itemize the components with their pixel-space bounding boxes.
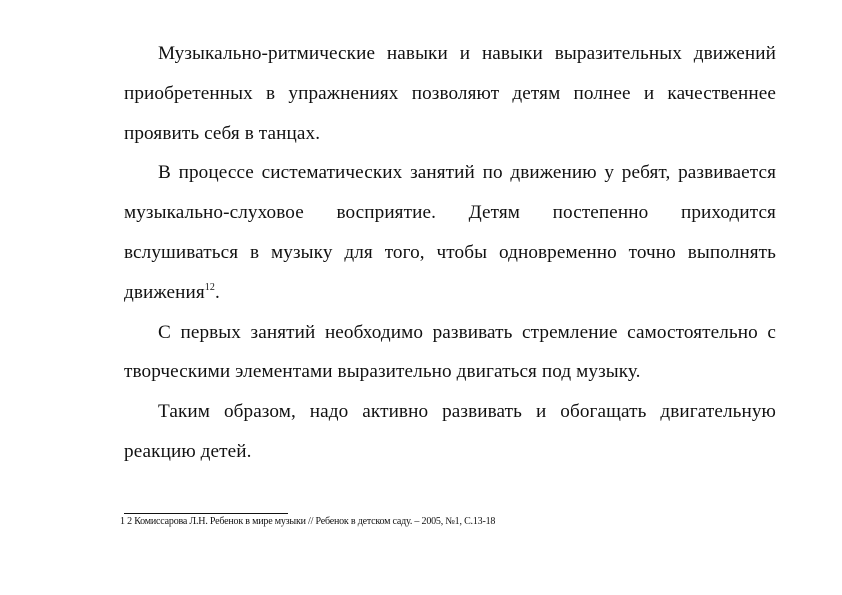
paragraph-1 — [124, 34, 776, 153]
paragraph-2-text: В процессе систематических занятий по движению у ребят, развивается музыкально-слуховое восприятие. Детям постепенно приходится вслушиваться в музыку для того, чтобы одновременно точно выполнять движения — [124, 162, 776, 303]
footnote-separator — [124, 513, 288, 514]
body-text — [124, 34, 776, 472]
paragraph-2 — [124, 153, 776, 312]
paragraph-3-text: С первых занятий необходимо развивать стремление самостоятельно с творческими элементами выразительно двигаться под музыку. — [124, 321, 776, 383]
paragraph-4-text: Таким образом, надо активно развивать и обогащать двигательную реакцию детей. — [124, 401, 776, 462]
footnote-text: 1 2 Комиссарова Л.Н. Ребенок в мире музыки // Ребенок в детском саду. – 2005, №1, С.13-18 — [120, 516, 496, 527]
footnote-reference[interactable]: 12 — [204, 281, 215, 293]
paragraph-3 — [124, 313, 776, 393]
paragraph-1-text: Музыкально-ритмические навыки и навыки выразительных движений приобретенных в упражнениях позволяют детям полнее и качественнее проявить себя в танцах. — [124, 43, 776, 144]
paragraph-4 — [124, 392, 776, 472]
paragraph-2-suffix: . — [214, 281, 220, 303]
